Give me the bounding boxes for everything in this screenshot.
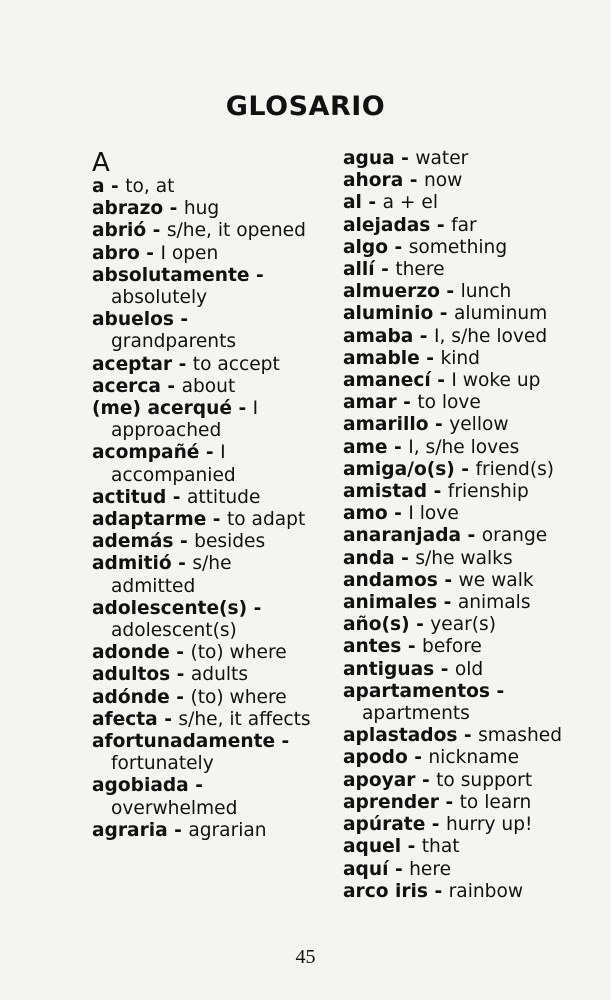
glossary-definition: we walk [458, 569, 534, 591]
glossary-entry [92, 709, 317, 731]
term-separator: - [206, 509, 227, 531]
term-separator: - [415, 769, 437, 791]
glossary-definition: agrarian [188, 819, 267, 841]
term-separator: - [401, 836, 422, 858]
glossary-entry [343, 303, 593, 325]
glossary-definition: lunch [460, 281, 512, 303]
glossary-term: amar [343, 392, 397, 414]
term-separator: - [454, 458, 476, 480]
term-separator: - [428, 414, 450, 436]
glossary-term: allí [343, 259, 375, 281]
glossary-entry [343, 770, 593, 792]
glossary-definition: grandparents [111, 331, 237, 353]
glossary-entry [343, 614, 593, 636]
glossary-entry [343, 370, 593, 392]
glossary-entry [92, 531, 317, 553]
term-separator: - [374, 259, 396, 281]
glossary-definition: before [422, 636, 482, 658]
glossary-definition: adolescent(s) [111, 620, 237, 642]
section-letter: A [92, 148, 110, 178]
glossary-term: anda [343, 547, 395, 569]
glossary-definition: to support [436, 769, 533, 791]
term-separator: - [249, 264, 264, 286]
glossary-term: arco iris [343, 880, 428, 902]
term-separator: - [247, 597, 262, 619]
glossary-entry [343, 281, 593, 303]
term-separator: - [146, 220, 167, 242]
glossary-entry [343, 392, 593, 414]
term-separator: - [434, 658, 455, 680]
glossary-entry [92, 487, 317, 509]
glossary-definition: I accompanied [111, 442, 236, 486]
glossary-entry [343, 636, 593, 658]
glossary-term: al [343, 192, 362, 214]
term-separator: - [173, 531, 195, 553]
term-separator: - [199, 442, 221, 464]
glossary-term: aplastados [343, 725, 458, 747]
glossary-entry [343, 859, 593, 881]
glossary-entry [343, 259, 593, 281]
glossary-entry [343, 725, 593, 747]
term-separator: - [438, 791, 460, 813]
glossary-entry [343, 592, 593, 614]
term-separator: - [430, 214, 452, 236]
glossary-entry [343, 570, 593, 592]
glossary-definition: orange [481, 525, 548, 547]
glossary-entry [343, 836, 593, 858]
glossary-definition: (to) where [190, 642, 287, 664]
left-entries-list [92, 176, 317, 842]
glossary-column-right [343, 148, 593, 903]
glossary-term: animales [343, 592, 438, 614]
glossary-term: almuerzo [343, 281, 440, 303]
term-separator: - [437, 569, 459, 591]
glossary-entry [92, 376, 317, 398]
term-separator: - [169, 642, 191, 664]
glossary-term: agobiada [92, 775, 189, 797]
glossary-term: apoyar [343, 769, 416, 791]
glossary-term: aquí [343, 858, 389, 880]
glossary-term: amaba [343, 325, 414, 347]
glossary-definition: apartments [362, 703, 470, 725]
term-separator: - [425, 814, 446, 836]
glossary-definition: yellow [449, 414, 509, 436]
glossary-definition: year(s) [430, 614, 496, 636]
glossary-entry [92, 687, 317, 709]
glossary-definition: to learn [459, 791, 532, 813]
term-separator: - [157, 708, 179, 730]
glossary-definition: overwhelmed [111, 797, 238, 819]
glossary-definition: far [451, 214, 477, 236]
glossary-term: algo [343, 236, 389, 258]
glossary-entry [343, 792, 593, 814]
glossary-entry [92, 243, 317, 265]
glossary-definition: I approached [111, 398, 259, 442]
glossary-definition: aluminum [453, 303, 548, 325]
glossary-term: apartamentos [343, 680, 490, 702]
glossary-entry [343, 747, 593, 769]
glossary-entry [343, 525, 593, 547]
glossary-term: agraria [92, 819, 168, 841]
term-separator: - [387, 503, 409, 525]
glossary-term: amo [343, 503, 388, 525]
glossary-entry [343, 659, 593, 681]
glossary-term: ame [343, 436, 388, 458]
glossary-entry [92, 509, 317, 531]
glossary-term: adonde [92, 642, 170, 664]
page-title: GLOSARIO [225, 91, 386, 122]
glossary-definition: I love [408, 503, 459, 525]
glossary-term: anaranjada [343, 525, 462, 547]
glossary-entry [343, 814, 593, 836]
glossary-term: amarillo [343, 414, 429, 436]
glossary-definition: about [181, 375, 236, 397]
glossary-entry [92, 354, 317, 376]
page-number: 45 [295, 946, 316, 968]
term-separator: - [396, 392, 418, 414]
glossary-definition: that [421, 836, 460, 858]
glossary-definition: s/he walks [415, 547, 513, 569]
glossary-definition: absolutely [111, 287, 208, 309]
glossary-entry [92, 220, 317, 242]
term-separator: - [388, 858, 410, 880]
glossary-term: abrió [92, 220, 147, 242]
glossary-definition: now [423, 170, 463, 192]
term-separator: - [419, 347, 441, 369]
glossary-term: agua [343, 148, 395, 169]
glossary-definition: to, at [125, 176, 175, 197]
glossary-entry [343, 192, 593, 214]
term-separator: - [275, 731, 290, 753]
glossary-entry [92, 775, 317, 819]
glossary-definition: old [454, 658, 484, 680]
glossary-term: adaptarme [92, 509, 207, 531]
glossary-definition: I woke up [451, 370, 541, 392]
glossary-definition: to accept [192, 353, 280, 375]
glossary-entry [343, 148, 593, 170]
term-separator: - [457, 725, 479, 747]
term-separator: - [394, 547, 416, 569]
right-entries-list [343, 148, 593, 903]
term-separator: - [409, 614, 431, 636]
term-separator: - [104, 176, 126, 197]
glossary-definition: attitude [186, 486, 261, 508]
glossary-definition: s/he admitted [111, 553, 232, 597]
glossary-term: aprender [343, 791, 439, 813]
term-separator: - [403, 170, 424, 192]
term-separator: - [172, 353, 193, 375]
glossary-entry [343, 348, 593, 370]
term-separator: - [427, 880, 449, 902]
glossary-entry [92, 198, 317, 220]
glossary-definition: I, s/he loves [408, 436, 520, 458]
term-separator: - [231, 398, 253, 420]
term-separator: - [401, 636, 423, 658]
glossary-term: adultos [92, 664, 171, 686]
glossary-definition: animals [457, 592, 531, 614]
glossary-definition: fortunately [111, 753, 214, 775]
glossary-entry [343, 215, 593, 237]
glossary-entry [343, 414, 593, 436]
glossary-entry [92, 553, 317, 597]
glossary-definition: (to) where [190, 686, 287, 708]
glossary-term: amistad [343, 481, 428, 503]
glossary-definition: frienship [447, 481, 529, 503]
term-separator: - [433, 303, 454, 325]
term-separator: - [387, 436, 409, 458]
glossary-term: aceptar [92, 353, 173, 375]
glossary-term: admitió [92, 553, 172, 575]
glossary-entry [92, 398, 317, 442]
term-separator: - [388, 236, 409, 258]
glossary-term: absolutamente [92, 264, 250, 286]
glossary-term: acompañé [92, 442, 200, 464]
glossary-term: actitud [92, 486, 167, 508]
glossary-entry [92, 176, 317, 198]
glossary-definition: s/he, it affects [178, 708, 311, 730]
glossary-term: apodo [343, 747, 408, 769]
term-separator: - [167, 819, 189, 841]
glossary-term: abro [92, 242, 140, 264]
glossary-term: adónde [92, 686, 170, 708]
glossary-definition: something [408, 236, 508, 258]
term-separator: - [437, 592, 458, 614]
term-separator: - [163, 198, 184, 220]
glossary-entry [92, 265, 317, 309]
glossary-term: adolescente(s) [92, 597, 248, 619]
glossary-entry [343, 681, 593, 725]
glossary-entry [92, 731, 317, 775]
glossary-definition: here [409, 858, 452, 880]
glossary-entry [343, 237, 593, 259]
glossary-term: (me) acerqué [92, 398, 232, 420]
glossary-column-left [92, 148, 317, 842]
term-separator: - [427, 481, 448, 503]
term-separator: - [461, 525, 482, 547]
glossary-entry [92, 664, 317, 686]
glossary-definition: hug [183, 198, 220, 220]
glossary-term: antes [343, 636, 402, 658]
glossary-entry [343, 881, 593, 903]
term-separator: - [361, 192, 383, 214]
term-separator: - [430, 370, 452, 392]
glossary-definition: I, s/he loved [434, 325, 548, 347]
glossary-entry [343, 326, 593, 348]
glossary-term: amanecí [343, 370, 431, 392]
glossary-entry [92, 309, 317, 353]
term-separator: - [394, 148, 416, 169]
glossary-definition: rainbow [448, 880, 524, 902]
glossary-entry [92, 442, 317, 486]
glossary-entry [343, 481, 593, 503]
glossary-entry [92, 642, 317, 664]
glossary-definition: to adapt [226, 509, 306, 531]
glossary-definition: a + el [382, 192, 438, 214]
glossary-term: acerca [92, 375, 161, 397]
term-separator: - [160, 375, 182, 397]
glossary-definition: to love [417, 392, 481, 414]
term-separator: - [139, 242, 161, 264]
glossary-definition: I open [160, 242, 219, 264]
term-separator: - [489, 680, 505, 702]
term-separator: - [413, 325, 434, 347]
glossary-entry [343, 437, 593, 459]
glossary-term: apúrate [343, 814, 426, 836]
glossary-definition: hurry up! [445, 814, 533, 836]
glossary-term: además [92, 531, 174, 553]
glossary-entry [343, 503, 593, 525]
glossary-definition: kind [440, 347, 480, 369]
term-separator: - [407, 747, 429, 769]
glossary-definition: adults [190, 664, 248, 686]
glossary-term: año(s) [343, 614, 410, 636]
glossary-entry [343, 170, 593, 192]
glossary-entry [92, 598, 317, 642]
term-separator: - [171, 553, 193, 575]
glossary-term: antiguas [343, 658, 435, 680]
glossary-term: aluminio [343, 303, 434, 325]
glossary-term: abrazo [92, 198, 164, 220]
glossary-definition: s/he, it opened [166, 220, 306, 242]
glossary-term: abuelos [92, 309, 174, 331]
glossary-definition: water [415, 148, 469, 169]
term-separator: - [170, 664, 191, 686]
glossary-term: andamos [343, 569, 438, 591]
glossary-definition: nickname [428, 747, 520, 769]
term-separator: - [173, 309, 189, 331]
glossary-term: aquel [343, 836, 402, 858]
glossary-entry [343, 548, 593, 570]
glossary-term: afortunadamente [92, 731, 276, 753]
term-separator: - [188, 775, 203, 797]
glossary-definition: friend(s) [475, 458, 555, 480]
glossary-entry [343, 459, 593, 481]
glossary-term: amable [343, 347, 420, 369]
glossary-definition: smashed [478, 725, 563, 747]
glossary-definition: besides [194, 531, 266, 553]
term-separator: - [439, 281, 461, 303]
glossary-definition: there [395, 259, 445, 281]
term-separator: - [166, 486, 187, 508]
glossary-term: afecta [92, 708, 158, 730]
glossary-term: ahora [343, 170, 404, 192]
glossary-term: amiga/o(s) [343, 458, 455, 480]
glossary-entry [92, 820, 317, 842]
glossary-term: alejadas [343, 214, 431, 236]
glossary-term: a [92, 176, 105, 197]
term-separator: - [169, 686, 191, 708]
